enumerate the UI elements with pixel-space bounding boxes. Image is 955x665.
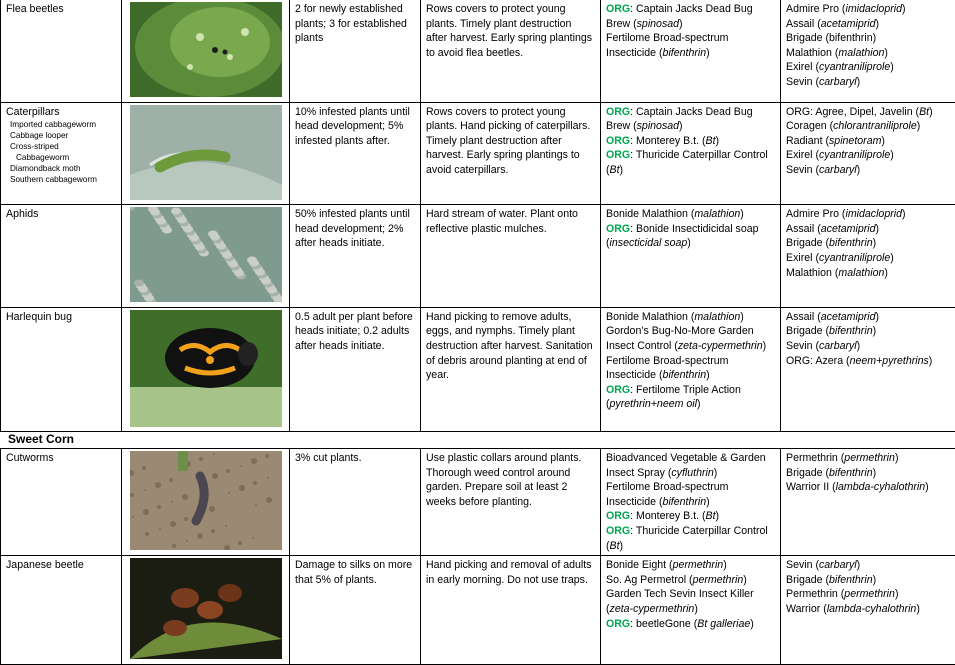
japanese-beetle-photo-svg xyxy=(130,558,282,659)
pest-photo xyxy=(130,310,282,432)
active-ingredient: imidacloprid xyxy=(845,208,902,220)
active-ingredient: permethrin xyxy=(844,588,895,600)
active-ingredient: bifenthrin xyxy=(663,496,707,508)
cultural-control-cell: Rows covers to protect young plants. Hand picking of caterpillars. Timely plant destruction after harvest. Early spring plantings to avoid caterpillars. xyxy=(421,102,601,205)
active-ingredient: spinosad xyxy=(637,120,679,132)
conventional-item: Admire Pro (imidacloprid) xyxy=(786,207,950,222)
product-item: ORG: Thuricide Caterpillar Control (Bt) xyxy=(606,148,775,177)
active-ingredient: carbaryl xyxy=(819,559,857,571)
active-ingredient: zeta-cypermethrin xyxy=(678,340,763,352)
cutworm-photo-svg xyxy=(130,451,282,550)
pest-cell xyxy=(1,307,122,432)
product-name: Exirel xyxy=(786,149,813,161)
active-ingredient: Bt xyxy=(706,510,716,522)
product-name: Bonide Eight xyxy=(606,559,666,571)
product-item: So. Ag Permetrol (permethrin) xyxy=(606,573,775,588)
product-name: Garden Tech Sevin Insect Killer xyxy=(606,588,754,600)
product-name: Sevin xyxy=(786,340,813,352)
active-ingredient: cyantraniliprole xyxy=(819,61,890,73)
product-name: Malathion xyxy=(786,47,832,59)
product-name: Thuricide Caterpillar Control xyxy=(636,149,768,161)
section-title-sweet-corn: Sweet Corn xyxy=(8,432,74,446)
threshold-cell: Damage to silks on more that 5% of plants. xyxy=(290,556,421,665)
product-name: Warrior xyxy=(786,603,820,615)
conventional-item: Sevin (carbaryl) xyxy=(786,558,950,573)
product-name: Assail xyxy=(786,18,814,30)
active-ingredient: bifenthrin xyxy=(829,325,873,337)
active-ingredient: acetamiprid xyxy=(821,311,876,323)
pest-subtype: Cabbage looper xyxy=(6,130,116,141)
active-ingredient: bifenthrin xyxy=(829,32,873,44)
cultural-control-cell: Rows covers to protect young plants. Timely plant destruction after harvest. Early spring plantings to avoid flea beetles. xyxy=(421,0,601,102)
active-ingredient: Bt xyxy=(706,135,716,147)
active-ingredient: bifenthrin xyxy=(829,237,873,249)
product-name: Brigade xyxy=(786,325,823,337)
caterpillar-photo-svg xyxy=(130,105,282,200)
active-ingredient: carbaryl xyxy=(819,76,857,88)
product-item: ORG: Captain Jacks Dead Bug Brew (spinosad) xyxy=(606,2,775,31)
active-ingredient: bifenthrin xyxy=(663,47,707,59)
conventional-item: Assail (acetamiprid) xyxy=(786,222,950,237)
product-name: Assail xyxy=(786,311,814,323)
pest-photo xyxy=(130,105,282,205)
home-products-cell xyxy=(601,205,781,308)
product-item: ORG: Thuricide Caterpillar Control (Bt) xyxy=(606,524,775,553)
active-ingredient: cyantraniliprole xyxy=(819,252,890,264)
active-ingredient: malathion xyxy=(694,208,740,220)
org-label: ORG xyxy=(606,3,630,15)
active-ingredient: carbaryl xyxy=(819,164,857,176)
photo-cell xyxy=(122,556,290,665)
active-ingredient: malathion xyxy=(694,311,740,323)
pest-cell xyxy=(1,0,122,102)
product-name: Monterey B.t. xyxy=(636,510,699,522)
conventional-item: ORG: Azera (neem+pyrethrins) xyxy=(786,354,950,369)
home-products-cell xyxy=(601,307,781,432)
active-ingredient: insecticidal soap xyxy=(610,237,688,249)
active-ingredient: acetamiprid xyxy=(821,18,876,30)
photo-cell xyxy=(122,449,290,556)
product-item: ORG: Bonide Insectidicidal soap (insecticidal soap) xyxy=(606,222,775,251)
cultural-control-cell: Hand picking to remove adults, eggs, and nymphs. Timely plant destruction after harvest. Sanitation of debris around planting at end of year. xyxy=(421,307,601,432)
table-row xyxy=(1,205,955,308)
conventional-item: Exirel (cyantraniliprole) xyxy=(786,148,950,163)
product-item: Bonide Malathion (malathion) xyxy=(606,310,775,325)
org-label: ORG xyxy=(606,384,630,396)
commercial-products-cell xyxy=(781,307,955,432)
threshold-cell: 2 for newly established plants; 3 for established plants xyxy=(290,0,421,102)
conventional-item: Warrior (lambda-cyhalothrin) xyxy=(786,602,950,617)
active-ingredient: lambda-cyhalothrin xyxy=(827,603,917,615)
org-label: ORG xyxy=(606,223,630,235)
product-item: Bonide Eight (permethrin) xyxy=(606,558,775,573)
threshold-cell: 0.5 adult per plant before heads initiate; 0.2 adults after heads initiate. xyxy=(290,307,421,432)
conventional-item: Exirel (cyantraniliprole) xyxy=(786,60,950,75)
product-name: ORG: Agree, Dipel, Javelin xyxy=(786,106,913,118)
conventional-item: Coragen (chlorantraniliprole) xyxy=(786,119,950,134)
product-name: Brigade xyxy=(786,574,823,586)
pest-name: Aphids xyxy=(6,207,116,222)
product-item: ORG: Fertilome Triple Action (pyrethrin+neem oil) xyxy=(606,383,775,412)
conventional-item: Assail (acetamiprid) xyxy=(786,17,950,32)
pest-cell xyxy=(1,102,122,205)
harlequin-bug-photo-svg xyxy=(130,310,282,427)
commercial-products-cell xyxy=(781,205,955,308)
product-name: Thuricide Caterpillar Control xyxy=(636,525,768,537)
conventional-item: Admire Pro (imidacloprid) xyxy=(786,2,950,17)
product-name: Captain Jacks Dead Bug Brew xyxy=(606,3,753,30)
conventional-item: Permethrin (permethrin) xyxy=(786,451,950,466)
product-item: Fertilome Broad-spectrum Insecticide (bifenthrin) xyxy=(606,480,775,509)
pest-cell xyxy=(1,205,122,308)
product-name: Brigade xyxy=(786,237,823,249)
active-ingredient: chlorantraniliprole xyxy=(833,120,917,132)
conventional-item: Malathion (malathion) xyxy=(786,46,950,61)
table-row xyxy=(1,556,955,665)
table-row xyxy=(1,307,955,432)
conventional-item: Sevin (carbaryl) xyxy=(786,339,950,354)
photo-cell xyxy=(122,307,290,432)
conventional-item: Permethrin (permethrin) xyxy=(786,587,950,602)
conventional-item: Brigade (bifenthrin) xyxy=(786,31,950,46)
commercial-products-cell xyxy=(781,449,955,556)
product-name: Exirel xyxy=(786,252,813,264)
threshold-cell: 3% cut plants. xyxy=(290,449,421,556)
pest-photo xyxy=(130,451,282,555)
home-products-cell xyxy=(601,449,781,556)
commercial-products-cell xyxy=(781,102,955,205)
photo-cell xyxy=(122,102,290,205)
pest-name: Japanese beetle xyxy=(6,558,116,573)
photo-cell xyxy=(122,0,290,102)
pest-subtype: Cross-striped xyxy=(6,141,116,152)
threshold-cell: 10% infested plants until head development; 5% infested plants after. xyxy=(290,102,421,205)
product-item: ORG: Monterey B.t. (Bt) xyxy=(606,134,775,149)
active-ingredient: carbaryl xyxy=(819,340,857,352)
product-name: Exirel xyxy=(786,61,813,73)
product-name: beetleGone xyxy=(636,618,691,630)
conventional-item: Assail (acetamiprid) xyxy=(786,310,950,325)
product-name: Bioadvanced Vegetable & Garden Insect Spray xyxy=(606,452,766,479)
pest-name: Harlequin bug xyxy=(6,310,116,325)
active-ingredient: imidacloprid xyxy=(845,3,902,15)
active-ingredient: zeta-cypermethrin xyxy=(610,603,695,615)
threshold-cell: 50% infested plants until head development; 2% after heads initiate. xyxy=(290,205,421,308)
product-item: Fertilome Broad-spectrum Insecticide (bifenthrin) xyxy=(606,31,775,60)
pest-photo xyxy=(130,207,282,307)
product-name: So. Ag Permetrol xyxy=(606,574,686,586)
conventional-item: ORG: Agree, Dipel, Javelin (Bt) xyxy=(786,105,950,120)
org-label: ORG xyxy=(606,106,630,118)
aphids-photo-svg xyxy=(130,207,282,302)
product-item: Garden Tech Sevin Insect Killer (zeta-cypermethrin) xyxy=(606,587,775,616)
home-products-cell xyxy=(601,102,781,205)
active-ingredient: permethrin xyxy=(844,452,895,464)
product-item: Bonide Malathion (malathion) xyxy=(606,207,775,222)
active-ingredient: Bt xyxy=(610,164,620,176)
active-ingredient: Bt galleriae xyxy=(697,618,750,630)
active-ingredient: permethrin xyxy=(693,574,744,586)
product-name: Bonide Malathion xyxy=(606,208,688,220)
active-ingredient: spinetoram xyxy=(829,135,881,147)
conventional-item: Brigade (bifenthrin) xyxy=(786,236,950,251)
product-name: ORG: Azera xyxy=(786,355,843,367)
conventional-item: Sevin (carbaryl) xyxy=(786,75,950,90)
product-name: Gordon’s Bug-No-More Garden Insect Control xyxy=(606,325,754,352)
product-name: Fertilome Broad-spectrum Insecticide xyxy=(606,355,728,382)
pest-photo xyxy=(130,2,282,102)
pest-name: Cutworms xyxy=(6,451,116,466)
org-label: ORG xyxy=(606,135,630,147)
pest-subtype: Imported cabbageworm xyxy=(6,119,116,130)
commercial-products-cell xyxy=(781,0,955,102)
conventional-item: Brigade (bifenthrin) xyxy=(786,573,950,588)
active-ingredient: permethrin xyxy=(673,559,724,571)
product-item: Gordon’s Bug-No-More Garden Insect Control (zeta-cypermethrin) xyxy=(606,324,775,353)
pest-cell xyxy=(1,556,122,665)
active-ingredient: spinosad xyxy=(637,18,679,30)
home-products-cell xyxy=(601,556,781,665)
product-name: Sevin xyxy=(786,164,813,176)
active-ingredient: cyantraniliprole xyxy=(819,149,890,161)
pest-photo xyxy=(130,558,282,664)
table-row xyxy=(1,102,955,205)
org-label: ORG xyxy=(606,618,630,630)
active-ingredient: malathion xyxy=(838,47,884,59)
org-label: ORG xyxy=(606,149,630,161)
active-ingredient: neem+pyrethrins xyxy=(850,355,929,367)
conventional-item: Sevin (carbaryl) xyxy=(786,163,950,178)
pest-subtype: Diamondback moth xyxy=(6,163,116,174)
pest-subtype: Cabbageworm xyxy=(6,152,116,163)
pest-table-2 xyxy=(0,448,955,665)
product-name: Captain Jacks Dead Bug Brew xyxy=(606,106,753,133)
table-row xyxy=(1,449,955,556)
product-name: Permethrin xyxy=(786,588,838,600)
conventional-item: Brigade (bifenthrin) xyxy=(786,324,950,339)
org-label: ORG xyxy=(606,525,630,537)
home-products-cell xyxy=(601,0,781,102)
product-name: Sevin xyxy=(786,559,813,571)
conventional-item: Radiant (spinetoram) xyxy=(786,134,950,149)
conventional-item: Malathion (malathion) xyxy=(786,266,950,281)
pest-cell xyxy=(1,449,122,556)
product-item: ORG: Captain Jacks Dead Bug Brew (spinosad) xyxy=(606,105,775,134)
active-ingredient: pyrethrin+neem oil xyxy=(610,398,697,410)
product-name: Permethrin xyxy=(786,452,838,464)
product-item: ORG: Monterey B.t. (Bt) xyxy=(606,509,775,524)
product-name: Coragen xyxy=(786,120,827,132)
active-ingredient: cyfluthrin xyxy=(671,467,713,479)
product-name: Radiant xyxy=(786,135,823,147)
table-row xyxy=(1,0,955,102)
product-name: Malathion xyxy=(786,267,832,279)
cultural-control-cell: Hard stream of water. Plant onto reflective plastic mulches. xyxy=(421,205,601,308)
active-ingredient: Bt xyxy=(919,106,929,118)
product-name: Assail xyxy=(786,223,814,235)
pest-name: Caterpillars xyxy=(6,105,116,120)
product-name: Bonide Insectidicidal soap xyxy=(636,223,759,235)
active-ingredient: bifenthrin xyxy=(829,574,873,586)
conventional-item: Warrior II (lambda-cyhalothrin) xyxy=(786,480,950,495)
active-ingredient: lambda-cyhalothrin xyxy=(836,481,926,493)
product-name: Fertilome Broad-spectrum Insecticide xyxy=(606,481,728,508)
product-name: Brigade xyxy=(786,467,823,479)
product-name: Fertilome Triple Action xyxy=(636,384,741,396)
product-item: ORG: beetleGone (Bt galleriae) xyxy=(606,617,775,632)
product-name: Admire Pro xyxy=(786,3,839,15)
active-ingredient: bifenthrin xyxy=(829,467,873,479)
conventional-item: Brigade (bifenthrin) xyxy=(786,466,950,481)
product-name: Fertilome Broad-spectrum Insecticide xyxy=(606,32,728,59)
pest-name: Flea beetles xyxy=(6,2,116,17)
product-name: Monterey B.t. xyxy=(636,135,699,147)
product-name: Brigade xyxy=(786,32,823,44)
active-ingredient: Bt xyxy=(610,540,620,552)
product-name: Admire Pro xyxy=(786,208,839,220)
cultural-control-cell: Hand picking and removal of adults in early morning. Do not use traps. xyxy=(421,556,601,665)
pest-subtype: Southern cabbageworm xyxy=(6,174,116,185)
product-item: Fertilome Broad-spectrum Insecticide (bifenthrin) xyxy=(606,354,775,383)
active-ingredient: malathion xyxy=(838,267,884,279)
product-name: Sevin xyxy=(786,76,813,88)
product-name: Warrior II xyxy=(786,481,829,493)
org-label: ORG xyxy=(606,510,630,522)
active-ingredient: acetamiprid xyxy=(821,223,876,235)
flea-beetle-photo-svg xyxy=(130,2,282,97)
active-ingredient: bifenthrin xyxy=(663,369,707,381)
photo-cell xyxy=(122,205,290,308)
conventional-item: Exirel (cyantraniliprole) xyxy=(786,251,950,266)
product-name: Bonide Malathion xyxy=(606,311,688,323)
commercial-products-cell xyxy=(781,556,955,665)
cultural-control-cell: Use plastic collars around plants. Thorough weed control around garden. Prepare soil at least 2 weeks before planting. xyxy=(421,449,601,556)
product-item: Bioadvanced Vegetable & Garden Insect Spray (cyfluthrin) xyxy=(606,451,775,480)
